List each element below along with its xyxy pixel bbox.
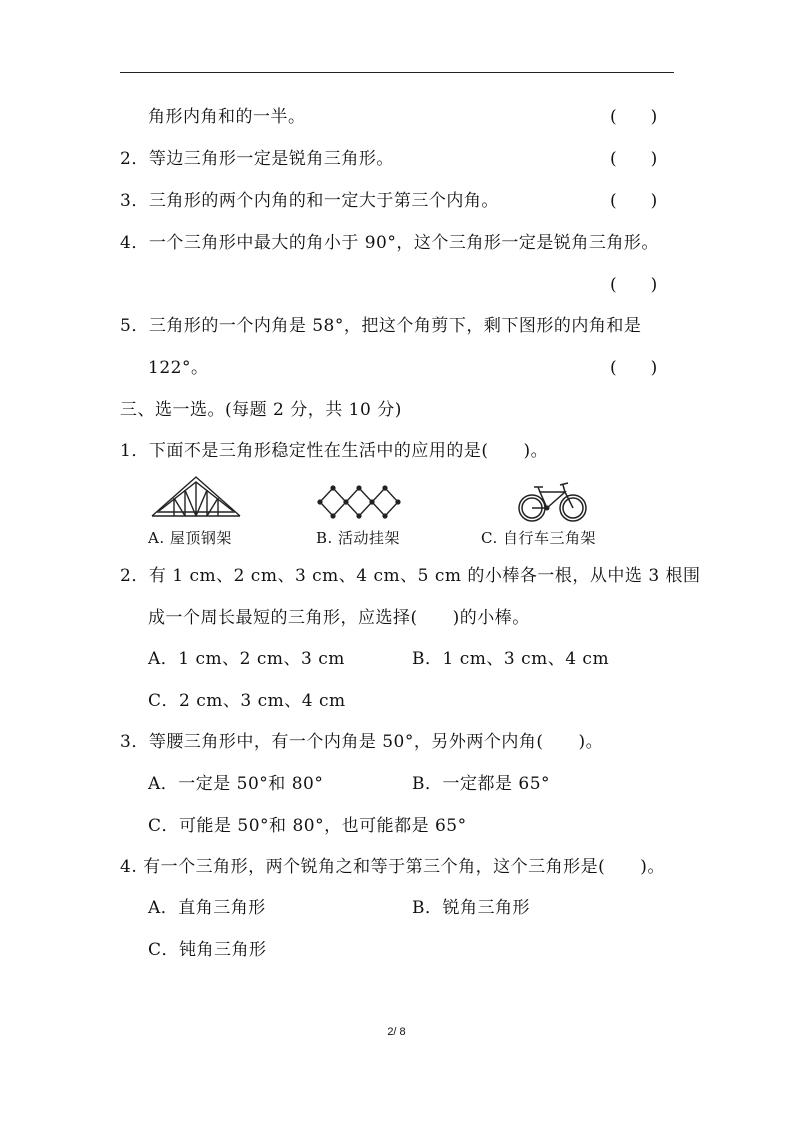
header-rule (120, 72, 674, 73)
judge-q5-line1: 5．三角形的一个内角是 58°，把这个角剪下，剩下图形的内角和是 (120, 316, 642, 336)
answer-paren[interactable]: ( ) (610, 358, 658, 378)
q4-option-b[interactable]: B．锐角三角形 (412, 898, 530, 918)
q2-option-c[interactable]: C．2 cm、3 cm、4 cm (148, 691, 346, 711)
bicycle-icon (516, 478, 588, 526)
roof-truss-icon (150, 474, 242, 520)
q2-stem-line1: 2．有 1 cm、2 cm、3 cm、4 cm、5 cm 的小棒各一根，从中选 3 根围 (120, 566, 701, 586)
q4-option-c[interactable]: C．钝角三角形 (148, 940, 267, 960)
q3-stem: 3．等腰三角形中，有一个内角是 50°，另外两个内角( )。 (120, 732, 604, 752)
q2-option-a[interactable]: A．1 cm、2 cm、3 cm (148, 649, 345, 669)
option-a-caption: A. 屋顶钢架 (148, 529, 232, 547)
q4-stem: 4. 有一个三角形，两个锐角之和等于第三个角，这个三角形是( )。 (120, 857, 665, 877)
judge-q4: 4．一个三角形中最大的角小于 90°，这个三角形一定是锐角三角形。 (120, 233, 659, 253)
judge-q2: 2．等边三角形一定是锐角三角形。 (120, 149, 394, 169)
judge-q5-line2: 122°。 (148, 358, 209, 378)
q3-option-c[interactable]: C．可能是 50°和 80°，也可能都是 65° (148, 816, 467, 836)
answer-paren[interactable]: ( ) (610, 149, 658, 169)
judge-cont-line: 角形内角和的一半。 (148, 107, 306, 127)
q2-stem-line2: 成一个周长最短的三角形，应选择( )的小棒。 (148, 608, 530, 628)
answer-paren[interactable]: ( ) (610, 107, 658, 127)
q4-option-a[interactable]: A．直角三角形 (148, 898, 266, 918)
q3-option-b[interactable]: B．一定都是 65° (412, 774, 551, 794)
q1-stem: 1．下面不是三角形稳定性在生活中的应用的是( )。 (120, 441, 549, 461)
option-c-caption: C. 自行车三角架 (481, 529, 596, 547)
q2-option-b[interactable]: B．1 cm、3 cm、4 cm (412, 649, 610, 669)
answer-paren[interactable]: ( ) (610, 275, 658, 295)
judge-q3: 3．三角形的两个内角的和一定大于第三个内角。 (120, 191, 499, 211)
page-number: 2/ 8 (387, 1026, 406, 1038)
option-b-caption: B. 活动挂架 (316, 529, 401, 547)
folding-rack-icon (316, 480, 406, 524)
section3-heading: 三、选一选。(每题 2 分，共 10 分) (120, 400, 402, 420)
q3-option-a[interactable]: A．一定是 50°和 80° (148, 774, 324, 794)
answer-paren[interactable]: ( ) (610, 191, 658, 211)
